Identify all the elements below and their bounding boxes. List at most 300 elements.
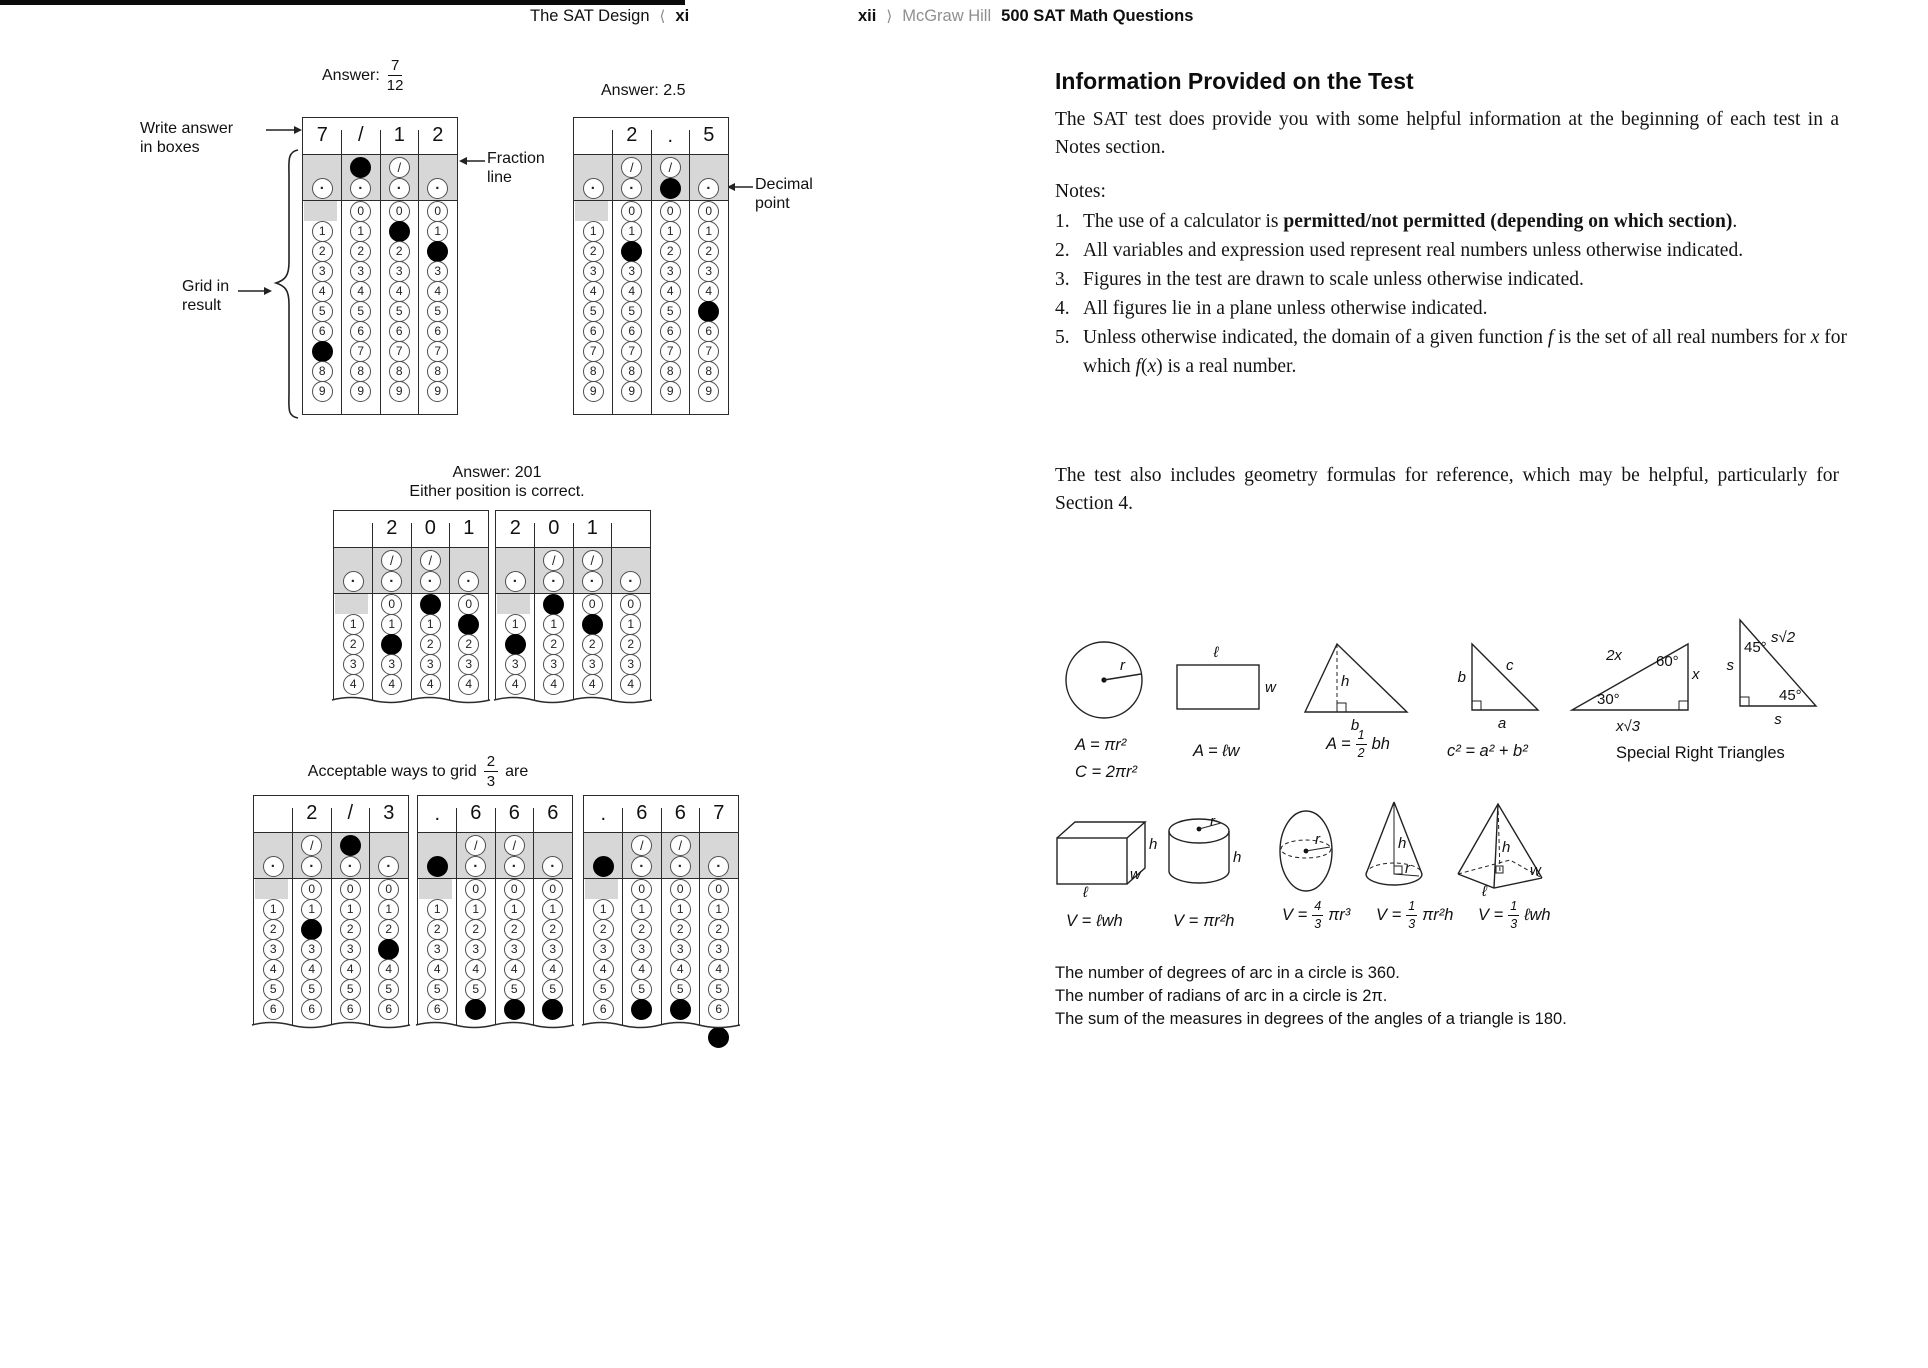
grid-bubble: 3 [340,939,361,960]
left-chapter-title: The SAT Design [530,7,650,25]
grid-bubble: 0 [465,879,486,900]
svg-text:h: h [1149,836,1158,853]
grid-bubble: 3 [631,939,652,960]
grid-bubble: 6 [312,321,333,342]
column-divider [689,130,690,414]
grid-bubble: · [620,571,641,592]
grid-bubble: 2 [698,241,719,262]
grid-bubble: 1 [427,899,448,920]
formula-row1-4: Special Right Triangles [1616,744,1785,762]
answer-201-line2: Either position is correct. [409,483,585,500]
svg-text:ℓ: ℓ [1213,644,1219,661]
grid-bubble: 6 [389,321,410,342]
grid-201-left [333,510,489,700]
grid-bubble: 7 [698,341,719,362]
svg-text:x√3: x√3 [1615,718,1641,735]
grid-bubble: 1 [504,899,525,920]
grid-answer-7-12 [302,117,458,415]
grid-bubble: 4 [621,281,642,302]
grid-bubble: 8 [698,361,719,382]
formula-row1-3: c² = a² + b² [1447,742,1528,760]
written-answer-digit: 7 [316,124,328,146]
grid-bubble: 5 [660,301,681,322]
grid-bubble: · [263,856,284,877]
grid-bubble: 1 [343,614,364,635]
grid-bubble: 6 [708,999,729,1020]
grid-bubble: 4 [458,674,479,695]
svg-text:30°: 30° [1597,691,1620,708]
grid-bubble: · [582,571,603,592]
grid-bubble: · [542,856,563,877]
grid-bubble: 4 [631,959,652,980]
note-text: The use of a calculator is permitted/not permitted (depending on which section). [1083,211,1738,232]
grid-bubble: 3 [543,654,564,675]
grid-bubble: 0 [350,201,371,222]
grid-bubble: 6 [427,321,448,342]
grid-bubble: 3 [263,939,284,960]
grid-bubble: · [465,856,486,877]
grid-bubble: 0 [340,879,361,900]
written-answer-digit: . [434,803,441,825]
acceptable-ways-title: Acceptable ways to grid $\frac{2}{3}$ are [307,753,529,790]
grid-bubble: 2 [340,919,361,940]
torn-edge [252,1017,410,1033]
grid-answer-2-5 [573,117,729,415]
grid-bubble: · [350,178,371,199]
grid-bubble: 4 [381,674,402,695]
column-divider [292,808,293,1025]
grid-bubble: 5 [312,301,333,322]
grid-bubble: / [582,550,603,571]
formula-row2-2: V = $\frac{4}{3}$ πr³ [1282,899,1351,931]
svg-text:h: h [1502,839,1511,856]
grid-bubble: 8 [583,361,604,382]
grid-bubble: / [660,157,681,178]
svg-text:h: h [1233,849,1242,866]
grid-bubble: 2 [620,634,641,655]
written-answer-digit: 6 [470,802,482,824]
torn-edge [416,1017,574,1033]
grid-bubble: 1 [583,221,604,242]
grid-bubble: 0 [670,879,691,900]
grid-bubble: 1 [621,221,642,242]
answer-title-2-5: Answer: 2.5 [601,82,686,99]
svg-text:a: a [1497,715,1507,732]
svg-text:s: s [1726,657,1734,674]
grid-bubble: 4 [698,281,719,302]
grid-bubble: 4 [389,281,410,302]
column-divider [533,808,534,1025]
grid-bubble: 5 [301,979,322,1000]
grid-bubble [381,634,402,655]
svg-text:b: b [1457,669,1466,686]
grid-bubble: 3 [582,654,603,675]
grid-bubble: · [312,178,333,199]
grid-bubble [660,178,681,199]
grid-bubble: / [504,835,525,856]
figure-cone [1361,798,1431,898]
grid-bubble: 3 [708,939,729,960]
torn-edge [582,1017,740,1033]
grid-bubble: 5 [542,979,563,1000]
grid-bubble: 2 [343,634,364,655]
svg-text:r: r [1210,813,1215,830]
grid-bubble: 9 [350,381,371,402]
grid-bubble: 5 [631,979,652,1000]
grid-bubble: 0 [698,201,719,222]
grid-bubble: 2 [458,634,479,655]
svg-text:c: c [1506,657,1514,674]
grid-bubble: 4 [312,281,333,302]
written-answer-digit: 6 [508,802,520,824]
grid-bubble: 4 [420,674,441,695]
grid-bubble: 4 [465,959,486,980]
grid-bubble: / [543,550,564,571]
grid-bubble [420,594,441,615]
grid-bubble: 4 [620,674,641,695]
written-answer-digit [254,798,293,829]
grid-bubble: · [340,856,361,877]
grid-bubble: 4 [378,959,399,980]
grid-bubble: 4 [543,674,564,695]
svg-text:s: s [1774,711,1782,728]
grid-bubble: 8 [427,361,448,382]
grid-bubble: 3 [301,939,322,960]
grid-bubble: 1 [420,614,441,635]
grid-bubble: 4 [670,959,691,980]
svg-text:45°: 45° [1744,639,1767,656]
grid-bubble: 2 [542,919,563,940]
grid-bubble [312,341,333,362]
written-answer-digit: 2 [386,517,398,539]
grid-bubble: 5 [504,979,525,1000]
note-text: Figures in the test are drawn to scale unless otherwise indicated. [1083,269,1584,290]
closing-facts [1055,962,1567,1031]
right-running-header [858,7,1193,26]
grid-bubble: 4 [505,674,526,695]
arrow-decimal-point [727,181,753,193]
svg-text:s√2: s√2 [1771,629,1796,646]
grid-bubble: 4 [582,674,603,695]
notes-list [1055,207,1847,381]
grid-bubble: 1 [542,899,563,920]
grid-bubble: 4 [708,959,729,980]
grid-bubble: 4 [343,674,364,695]
no-zero-patch [497,594,531,614]
label-fraction-line: Fraction line [487,150,545,186]
grid-bubble: / [621,157,642,178]
grid-666 [417,795,573,1025]
grid-bubble: 3 [420,654,441,675]
written-answer-digit [334,513,373,544]
grid-bubble: 1 [631,899,652,920]
grid-bubble: 4 [263,959,284,980]
grid-bubble: 2 [504,919,525,940]
grid-bubble: 8 [621,361,642,382]
note-item [1055,207,1847,236]
grid-bubble: 3 [670,939,691,960]
grid-bubble: 3 [660,261,681,282]
figure-circle [1060,633,1155,725]
grid-bubble: 8 [389,361,410,382]
grid-bubble [543,594,564,615]
grid-bubble: 0 [660,201,681,222]
grid-bubble [340,835,361,856]
no-zero-patch [419,879,453,899]
grid-bubble: 2 [660,241,681,262]
grid-bubble: · [583,178,604,199]
svg-text:60°: 60° [1656,653,1679,670]
written-answer-digit: 2 [626,124,638,146]
grid-bubble: 2 [670,919,691,940]
curly-brace [272,146,302,424]
written-answer-digit: 6 [547,802,559,824]
grid-bubble: 0 [631,879,652,900]
grid-bubble: 5 [427,979,448,1000]
torn-edge [494,692,652,708]
arrow-grid-in [238,285,272,297]
grid-bubble [378,939,399,960]
grid-bubble: 3 [504,939,525,960]
grid-bubble: / [420,550,441,571]
written-answer-digit: / [347,802,354,824]
written-answer-digit: 2 [509,517,521,539]
answer-prefix: Answer: [322,66,380,84]
column-divider [456,808,457,1025]
grid-bubble: 4 [427,959,448,980]
grid-bubble: · [420,571,441,592]
chevron-right-icon: ⟩ [886,8,893,25]
grid-bubble: 1 [670,899,691,920]
grid-bubble: 0 [708,879,729,900]
grid-bubble: 1 [660,221,681,242]
svg-text:x: x [1692,666,1700,683]
grid-bubble: 3 [620,654,641,675]
grid-bubble: · [427,178,448,199]
grid-bubble: 2 [312,241,333,262]
left-running-header [530,7,689,26]
grid-bubble: 9 [698,381,719,402]
grid-bubble [389,221,410,242]
column-divider [331,808,332,1025]
note-number: 3. [1055,269,1070,290]
grid-bubble [698,301,719,322]
grid-bubble: 6 [427,999,448,1020]
answer-title-7-12 [322,58,403,93]
grid-bubble: 9 [621,381,642,402]
figure-right_triangle [1438,638,1546,732]
left-page-number: xi [675,7,690,25]
column-divider [661,808,662,1025]
svg-text:ℓ: ℓ [1083,884,1088,901]
grid-bubble: 4 [583,281,604,302]
grid-bubble: · [504,856,525,877]
no-zero-patch [585,879,619,899]
grid-bubble: 6 [378,999,399,1020]
svg-text:b: b [1350,717,1360,734]
column-divider [372,523,373,700]
no-zero-patch [575,201,609,221]
grid-bubble: 3 [505,654,526,675]
grid-bubble: 3 [465,939,486,960]
written-answer-digit: 0 [548,517,560,539]
grid-bubble: 4 [660,281,681,302]
grid-bubble: / [389,157,410,178]
grid-bubble: 6 [593,999,614,1020]
written-answer-digit: 0 [424,517,436,539]
grid-bubble: 7 [427,341,448,362]
grid-bubble: 1 [378,899,399,920]
grid-bubble: 5 [670,979,691,1000]
grid-bubble: 4 [593,959,614,980]
written-answer-digit: 1 [393,124,405,146]
column-divider [380,130,381,414]
grid-bubble: 2 [378,919,399,940]
grid-bubble: 9 [660,381,681,402]
grid-bubble: 5 [350,301,371,322]
grid-bubble: 8 [660,361,681,382]
formula-row2-3: V = $\frac{1}{3}$ πr²h [1376,899,1454,931]
grid-bubble: · [631,856,652,877]
grid-bubble: 0 [542,879,563,900]
grid-bubble: 6 [350,321,371,342]
grid-bubble [301,919,322,940]
grid-bubble [582,614,603,635]
fraction-7-12: $\frac{7}{12}$ [386,57,404,94]
figure-box [1053,812,1161,900]
grid-bubble: 4 [504,959,525,980]
grid-bubble: 6 [301,999,322,1020]
grid-bubble: 3 [698,261,719,282]
no-zero-patch [304,201,338,221]
column-divider [449,523,450,700]
grid-bubble: 7 [350,341,371,362]
written-answer-digit: 6 [674,802,686,824]
written-answer-digit: 1 [463,517,475,539]
fact-degrees: The number of degrees of arc in a circle is 360. [1055,964,1400,982]
svg-text:h: h [1398,835,1407,852]
formula-row1-1: A = ℓw [1193,742,1240,760]
grid-bubble: 2 [263,919,284,940]
grid-bubble: 3 [350,261,371,282]
grid-bubble: 8 [312,361,333,382]
grid-bubble: 1 [263,899,284,920]
written-answer-digit: / [357,124,364,146]
grid-bubble: 7 [583,341,604,362]
svg-text:w: w [1130,866,1141,883]
figure-tri306090 [1568,636,1706,736]
grid-bubble: 1 [350,221,371,242]
grid-bubble: 3 [621,261,642,282]
grid-bubble: 3 [542,939,563,960]
written-answer-digit: 2 [306,802,318,824]
grid-bubble: · [389,178,410,199]
grid-bubble: / [465,835,486,856]
grid-bubble: 2 [350,241,371,262]
written-answer-digit [612,513,651,544]
grid-bubble: 0 [381,594,402,615]
torn-edge [332,692,490,708]
grid-bubble: 2 [465,919,486,940]
grid-bubble: · [458,571,479,592]
figure-pyramid [1452,798,1554,900]
written-answer-digit: . [600,803,607,825]
grid-bubble: 2 [582,634,603,655]
grid-bubble: 3 [583,261,604,282]
grid-bubble: 1 [340,899,361,920]
grid-bubble: 1 [620,614,641,635]
formula-row2-4: V = $\frac{1}{3}$ ℓwh [1478,899,1551,931]
column-divider [573,523,574,700]
grid-bubble: 0 [504,879,525,900]
grid-201-right [495,510,651,700]
grid-bubble: 5 [263,979,284,1000]
grid-bubble: · [381,571,402,592]
grid-667 [583,795,739,1025]
grid-bubble: 7 [660,341,681,362]
grid-bubble: 4 [350,281,371,302]
column-divider [612,130,613,414]
note-item [1055,294,1847,323]
grid-bubble: 3 [381,654,402,675]
label-decimal-point: Decimal point [755,176,813,212]
no-zero-patch [255,879,289,899]
grid-bubble: 2 [708,919,729,940]
grid-bubble: 2 [420,634,441,655]
column-divider [411,523,412,700]
figure-triangle [1303,638,1413,734]
publisher-name: McGraw Hill [902,7,992,25]
grid-bubble [427,241,448,262]
grid-bubble [458,614,479,635]
grid-bubble: 5 [621,301,642,322]
column-divider [341,130,342,414]
svg-text:h: h [1341,673,1350,690]
written-answer-digit: 6 [636,802,648,824]
grid-bubble: 0 [458,594,479,615]
grid-bubble: 2 [631,919,652,940]
arrow-fraction-line [459,155,485,167]
grid-bubble: 6 [340,999,361,1020]
grid-bubble: 8 [350,361,371,382]
grid-bubble: 6 [621,321,642,342]
grid-bubble: 0 [582,594,603,615]
grid-bubble: 3 [389,261,410,282]
grid-bubble: · [543,571,564,592]
grid-bubble: 2 [427,919,448,940]
note-number: 1. [1055,211,1070,232]
grid-bubble: 1 [427,221,448,242]
grid-bubble: 3 [427,261,448,282]
grid-bubble: 2 [389,241,410,262]
formula-row1-0: A = πr² C = 2πr² [1075,736,1137,781]
column-divider [369,808,370,1025]
column-divider [651,130,652,414]
grid-bubble: 2 [593,919,614,940]
grid-bubble: 0 [427,201,448,222]
grid-bubble: 3 [427,939,448,960]
grid-bubble [593,856,614,877]
figure-sphere [1276,806,1340,898]
grid-bubble: 0 [389,201,410,222]
chevron-left-icon: ⟨ [659,8,666,25]
grid-bubble: / [381,550,402,571]
note-text: All figures lie in a plane unless otherwise indicated. [1083,298,1488,319]
note-number: 2. [1055,240,1070,261]
geometry-paragraph: The test also includes geometry formulas for reference, which may be helpful, particularly for Section 4. [1055,465,1839,514]
column-divider [495,808,496,1025]
grid-bubble [427,856,448,877]
